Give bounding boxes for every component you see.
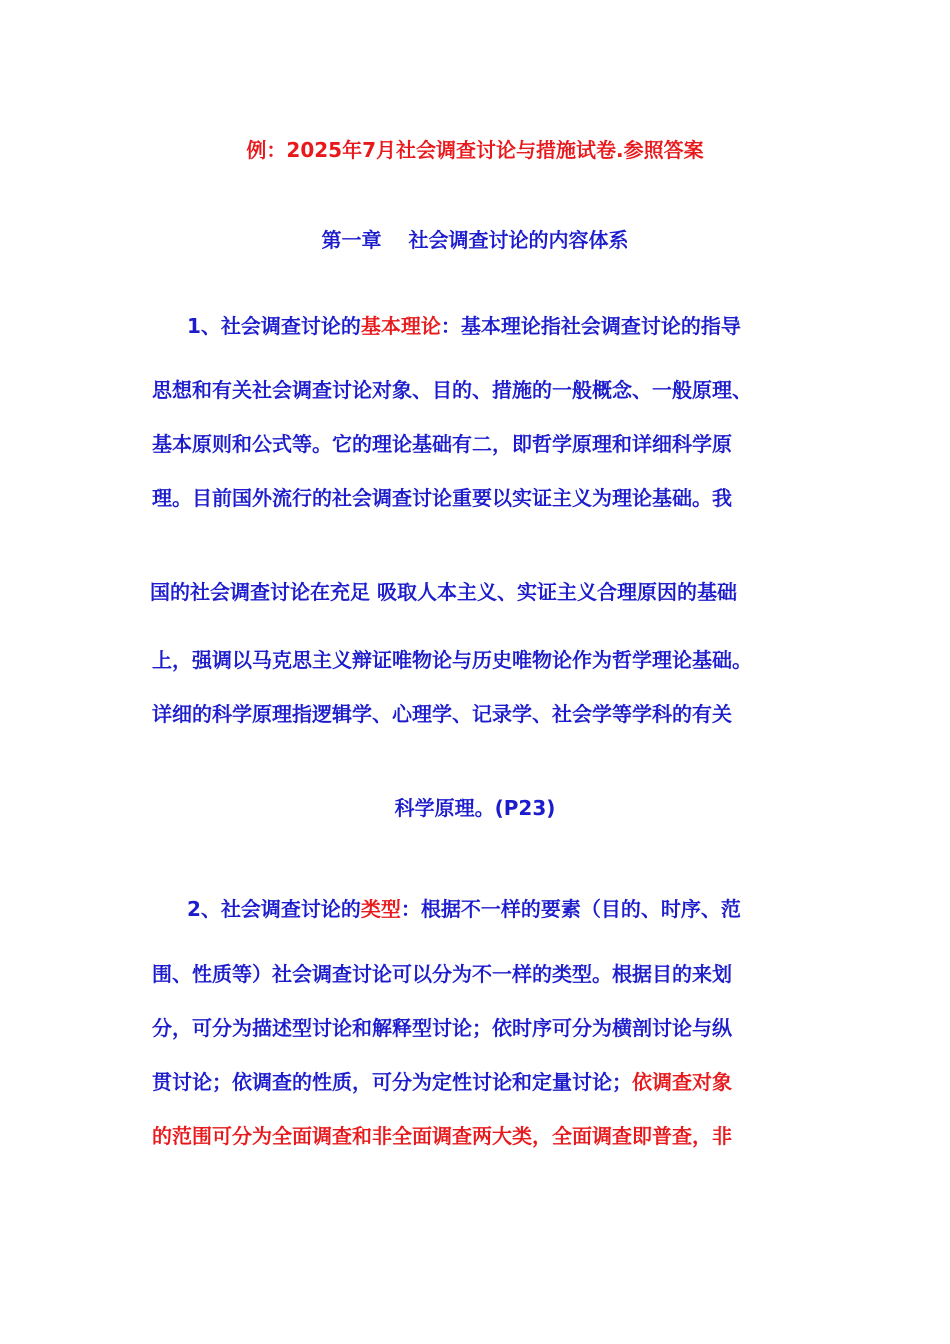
section-1-lead-rest: ：基本理论指社会调查讨论的指导: [440, 314, 741, 338]
chapter-heading: 第一章 社会调查讨论的内容体系: [321, 228, 629, 252]
section-2-line: [152, 1068, 732, 1096]
section-2-line: 分，可分为描述型讨论和解释型讨论；依时序可分为横剖讨论与纵: [152, 1016, 732, 1040]
section-1-line: 国的社会调查讨论在充足 吸取人本主义、实证主义合理原因的基础: [150, 580, 737, 604]
section-1-line: 理。目前国外流行的社会调查讨论重要以实证主义为理论基础。我: [152, 486, 732, 510]
section-1-line: 详细的科学原理指逻辑学、心理学、记录学、社会学等学科的有关: [152, 702, 732, 726]
document-title: 例：2025年7月社会调查讨论与措施试卷.参照答案: [246, 138, 704, 162]
section-1-keyword: 基本理论: [360, 314, 441, 338]
section-1-first-line: [187, 312, 741, 340]
section-2-line: 围、性质等）社会调查讨论可以分为不一样的类型。根据目的来划: [152, 962, 732, 986]
section-2-first-line: [187, 895, 741, 923]
section-1-end-line: 科学原理。(P23): [394, 796, 556, 820]
section-2-line-red-part: 依调查对象: [632, 1070, 732, 1094]
section-2-lead: 2、社会调查讨论的: [187, 897, 361, 921]
section-1-lead: 1、社会调查讨论的: [187, 314, 361, 338]
section-2-lead-rest: ：根据不一样的要素（目的、时序、范: [400, 897, 741, 921]
section-2-keyword: 类型: [360, 897, 401, 921]
section-1-line: 基本原则和公式等。它的理论基础有二，即哲学原理和详细科学原: [152, 432, 732, 456]
section-2-line-blue-part: 贯讨论；依调查的性质，可分为定性讨论和定量讨论；: [152, 1070, 632, 1094]
section-1-line: 思想和有关社会调查讨论对象、目的、措施的一般概念、一般原理、: [152, 378, 752, 402]
section-1-line: 上，强调以马克思主义辩证唯物论与历史唯物论作为哲学理论基础。: [152, 648, 752, 672]
section-2-line-red: 的范围可分为全面调查和非全面调查两大类，全面调查即普查，非: [152, 1124, 732, 1148]
